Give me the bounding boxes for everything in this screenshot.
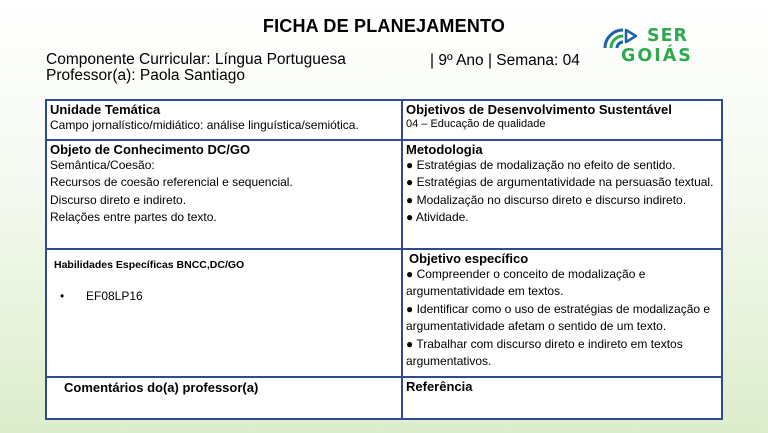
objeto-line: Semântica/Coesão: bbox=[50, 158, 155, 172]
metodologia-heading: Metodologia bbox=[406, 142, 483, 157]
unidade-tematica-text: Campo jornalístico/midiático: análise linguística/semiótica. bbox=[50, 118, 359, 132]
ods-cell bbox=[402, 100, 722, 140]
table-row bbox=[46, 249, 722, 377]
objeto-cell bbox=[46, 140, 402, 249]
unidade-tematica-heading: Unidade Temática bbox=[50, 102, 161, 117]
metodologia-line: ● Modalização no discurso direto e discurso indireto. bbox=[406, 192, 687, 207]
header-meta bbox=[46, 52, 346, 84]
ods-heading: Objetivos de Desenvolvimento Sustentável bbox=[406, 102, 672, 117]
referencia-cell bbox=[402, 377, 722, 419]
metodologia-line: ● Estratégias de modalização no efeito de sentido. bbox=[406, 158, 676, 172]
habilidades-heading: Habilidades Específicas BNCC,DC/GO bbox=[54, 259, 245, 271]
comentarios-cell bbox=[46, 377, 402, 419]
objeto-line: Discurso direto e indireto. bbox=[50, 192, 187, 207]
planning-table bbox=[45, 99, 723, 420]
habilidade-code: EF08LP16 bbox=[86, 289, 143, 304]
table-row bbox=[46, 377, 722, 419]
table-row bbox=[46, 140, 722, 249]
objeto-line: Recursos de coesão referencial e sequencial. bbox=[50, 175, 293, 190]
referencia-heading: Referência bbox=[406, 379, 473, 394]
objeto-heading: Objeto de Conhecimento DC/GO bbox=[50, 142, 251, 157]
comentarios-heading: Comentários do(a) professor(a) bbox=[64, 380, 259, 395]
logo-line-1: SER bbox=[647, 26, 689, 46]
habilidades-cell bbox=[46, 249, 402, 377]
metodologia-line: ● Estratégias de argumentatividade na persuasão textual. bbox=[406, 175, 714, 190]
unidade-tematica-cell bbox=[46, 100, 402, 140]
objetivo-line: ● Identificar como o uso de estratégias de modalização e argumentatividade afetam o sentido de um texto. bbox=[406, 301, 711, 334]
bullet-icon: • bbox=[60, 289, 65, 304]
componente-curricular: Componente Curricular: Língua Portuguesa bbox=[46, 51, 346, 68]
ano-semana: | 9º Ano | Semana: 04 bbox=[430, 52, 580, 69]
objetivo-cell bbox=[402, 249, 722, 377]
objetivo-heading: Objetivo específico bbox=[409, 251, 529, 266]
ser-goias-logo bbox=[617, 26, 693, 66]
table-row bbox=[46, 100, 722, 140]
metodologia-line: ● Atividade. bbox=[406, 210, 469, 225]
objeto-line: Relações entre partes do texto. bbox=[50, 210, 217, 225]
objetivo-line: ● Trabalhar com discurso direto e indireto em textos argumentativos. bbox=[406, 336, 683, 369]
ods-text: 04 – Educação de qualidade bbox=[406, 118, 546, 130]
logo-line-2: GOIÁS bbox=[621, 46, 693, 66]
habilidade-item bbox=[50, 288, 398, 305]
page-title: FICHA DE PLANEJAMENTO bbox=[262, 16, 506, 36]
objetivo-line: ● Compreender o conceito de modalização e argumentatividade em textos. bbox=[406, 267, 646, 299]
metodologia-cell bbox=[402, 140, 722, 249]
professor: Professor(a): Paola Santiago bbox=[46, 67, 246, 84]
